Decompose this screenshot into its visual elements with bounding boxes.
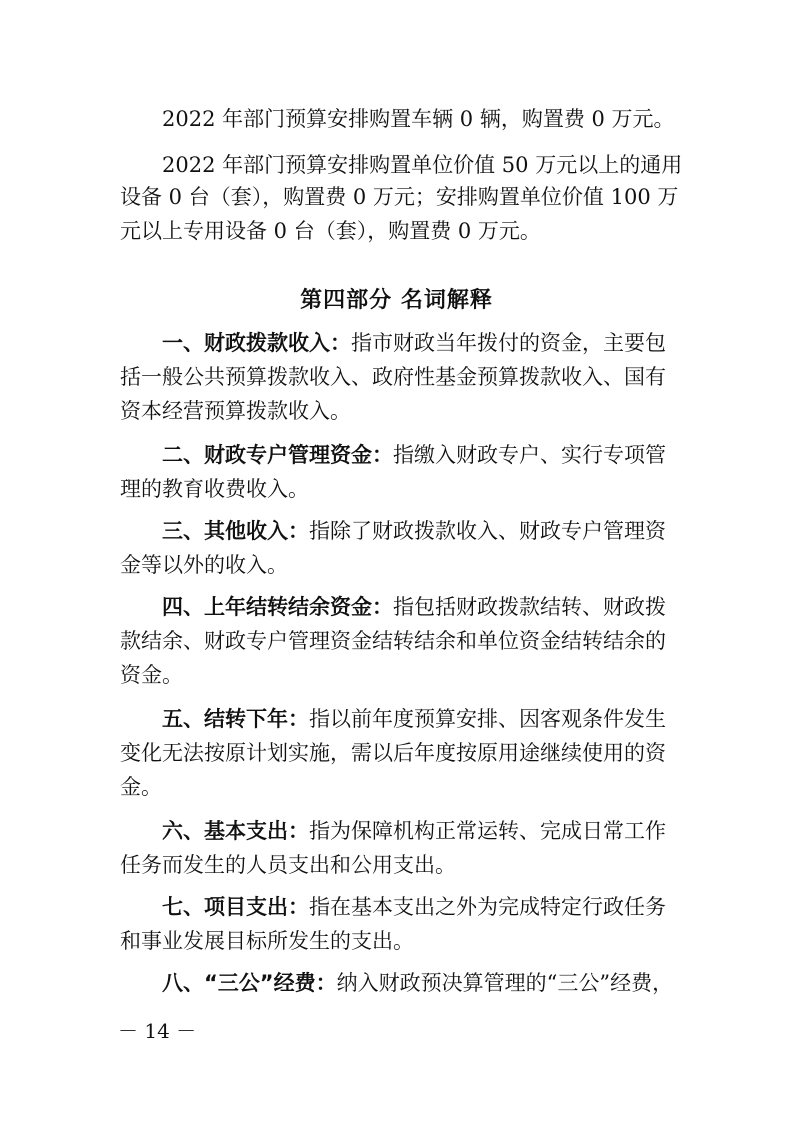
definition-1-term: 一、财政拨款收入： <box>162 331 351 355</box>
definition-2-line-2: 理的教育收费收入。 <box>120 477 309 501</box>
definition-3-text: 指除了财政拨款收入、财政专户管理资 <box>309 519 666 543</box>
definition-6-text: 指为保障机构正常运转、完成日常工作 <box>309 819 666 843</box>
definition-4-first-line <box>162 592 666 622</box>
definition-7-text: 指在基本支出之外为完成特定行政任务 <box>309 895 666 919</box>
definition-5-text: 指以前年度预算安排、因客观条件发生 <box>309 707 666 731</box>
definition-5-term: 五、结转下年： <box>162 707 309 731</box>
definition-7-line-2: 和事业发展目标所发生的支出。 <box>120 929 414 953</box>
definition-3-term: 三、其他收入： <box>162 519 309 543</box>
definition-2-text: 指缴入财政专户、实行专项管 <box>393 443 666 467</box>
definition-1-line-2: 括一般公共预算拨款收入、政府性基金预算拨款收入、国有 <box>120 365 666 389</box>
definition-8-first-line <box>162 968 673 998</box>
definition-6-term: 六、基本支出： <box>162 819 309 843</box>
definition-6-line-2: 任务而发生的人员支出和公用支出。 <box>120 853 456 877</box>
equipment-line-1: 2022 年部门预算安排购置单位价值 50 万元以上的通用 <box>162 153 683 177</box>
definition-5-line-3: 金。 <box>120 775 162 799</box>
definition-3-line-2: 金等以外的收入。 <box>120 553 288 577</box>
definition-4-line-3: 资金。 <box>120 663 183 687</box>
definition-3-first-line <box>162 516 666 546</box>
section-title: 第四部分 名词解释 <box>300 288 493 313</box>
definition-7-first-line <box>162 892 666 922</box>
definition-1-line-3: 资本经营预算拨款收入。 <box>120 399 351 423</box>
definition-7-term: 七、项目支出： <box>162 895 309 919</box>
definition-4-term: 四、上年结转结余资金： <box>162 595 393 619</box>
definition-5-first-line <box>162 704 666 734</box>
definition-4-line-2: 款结余、财政专户管理资金结转结余和单位资金结转结余的 <box>120 629 666 653</box>
definition-2-first-line <box>162 440 666 470</box>
equipment-line-2: 设备 0 台（套），购置费 0 万元；安排购置单位价值 100 万 <box>120 185 679 209</box>
definition-5-line-2: 变化无法按原计划实施，需以后年度按原用途继续使用的资 <box>120 741 666 765</box>
definition-6-first-line <box>162 816 666 846</box>
equipment-line-3: 元以上专用设备 0 台（套），购置费 0 万元。 <box>120 219 541 243</box>
page-number: － 14 － <box>118 1019 197 1043</box>
vehicle-purchase-line: 2022 年部门预算安排购置车辆 0 辆，购置费 0 万元。 <box>162 107 675 131</box>
definition-8-text: 纳入财政预决算管理的“三公”经费， <box>336 971 674 995</box>
definition-8-term: 八、“三公”经费： <box>162 971 337 995</box>
definition-1-first-line <box>162 328 666 358</box>
definition-1-text: 指市财政当年拨付的资金，主要包 <box>351 331 666 355</box>
definition-2-term: 二、财政专户管理资金： <box>162 443 393 467</box>
definition-4-text: 指包括财政拨款结转、财政拨 <box>393 595 666 619</box>
